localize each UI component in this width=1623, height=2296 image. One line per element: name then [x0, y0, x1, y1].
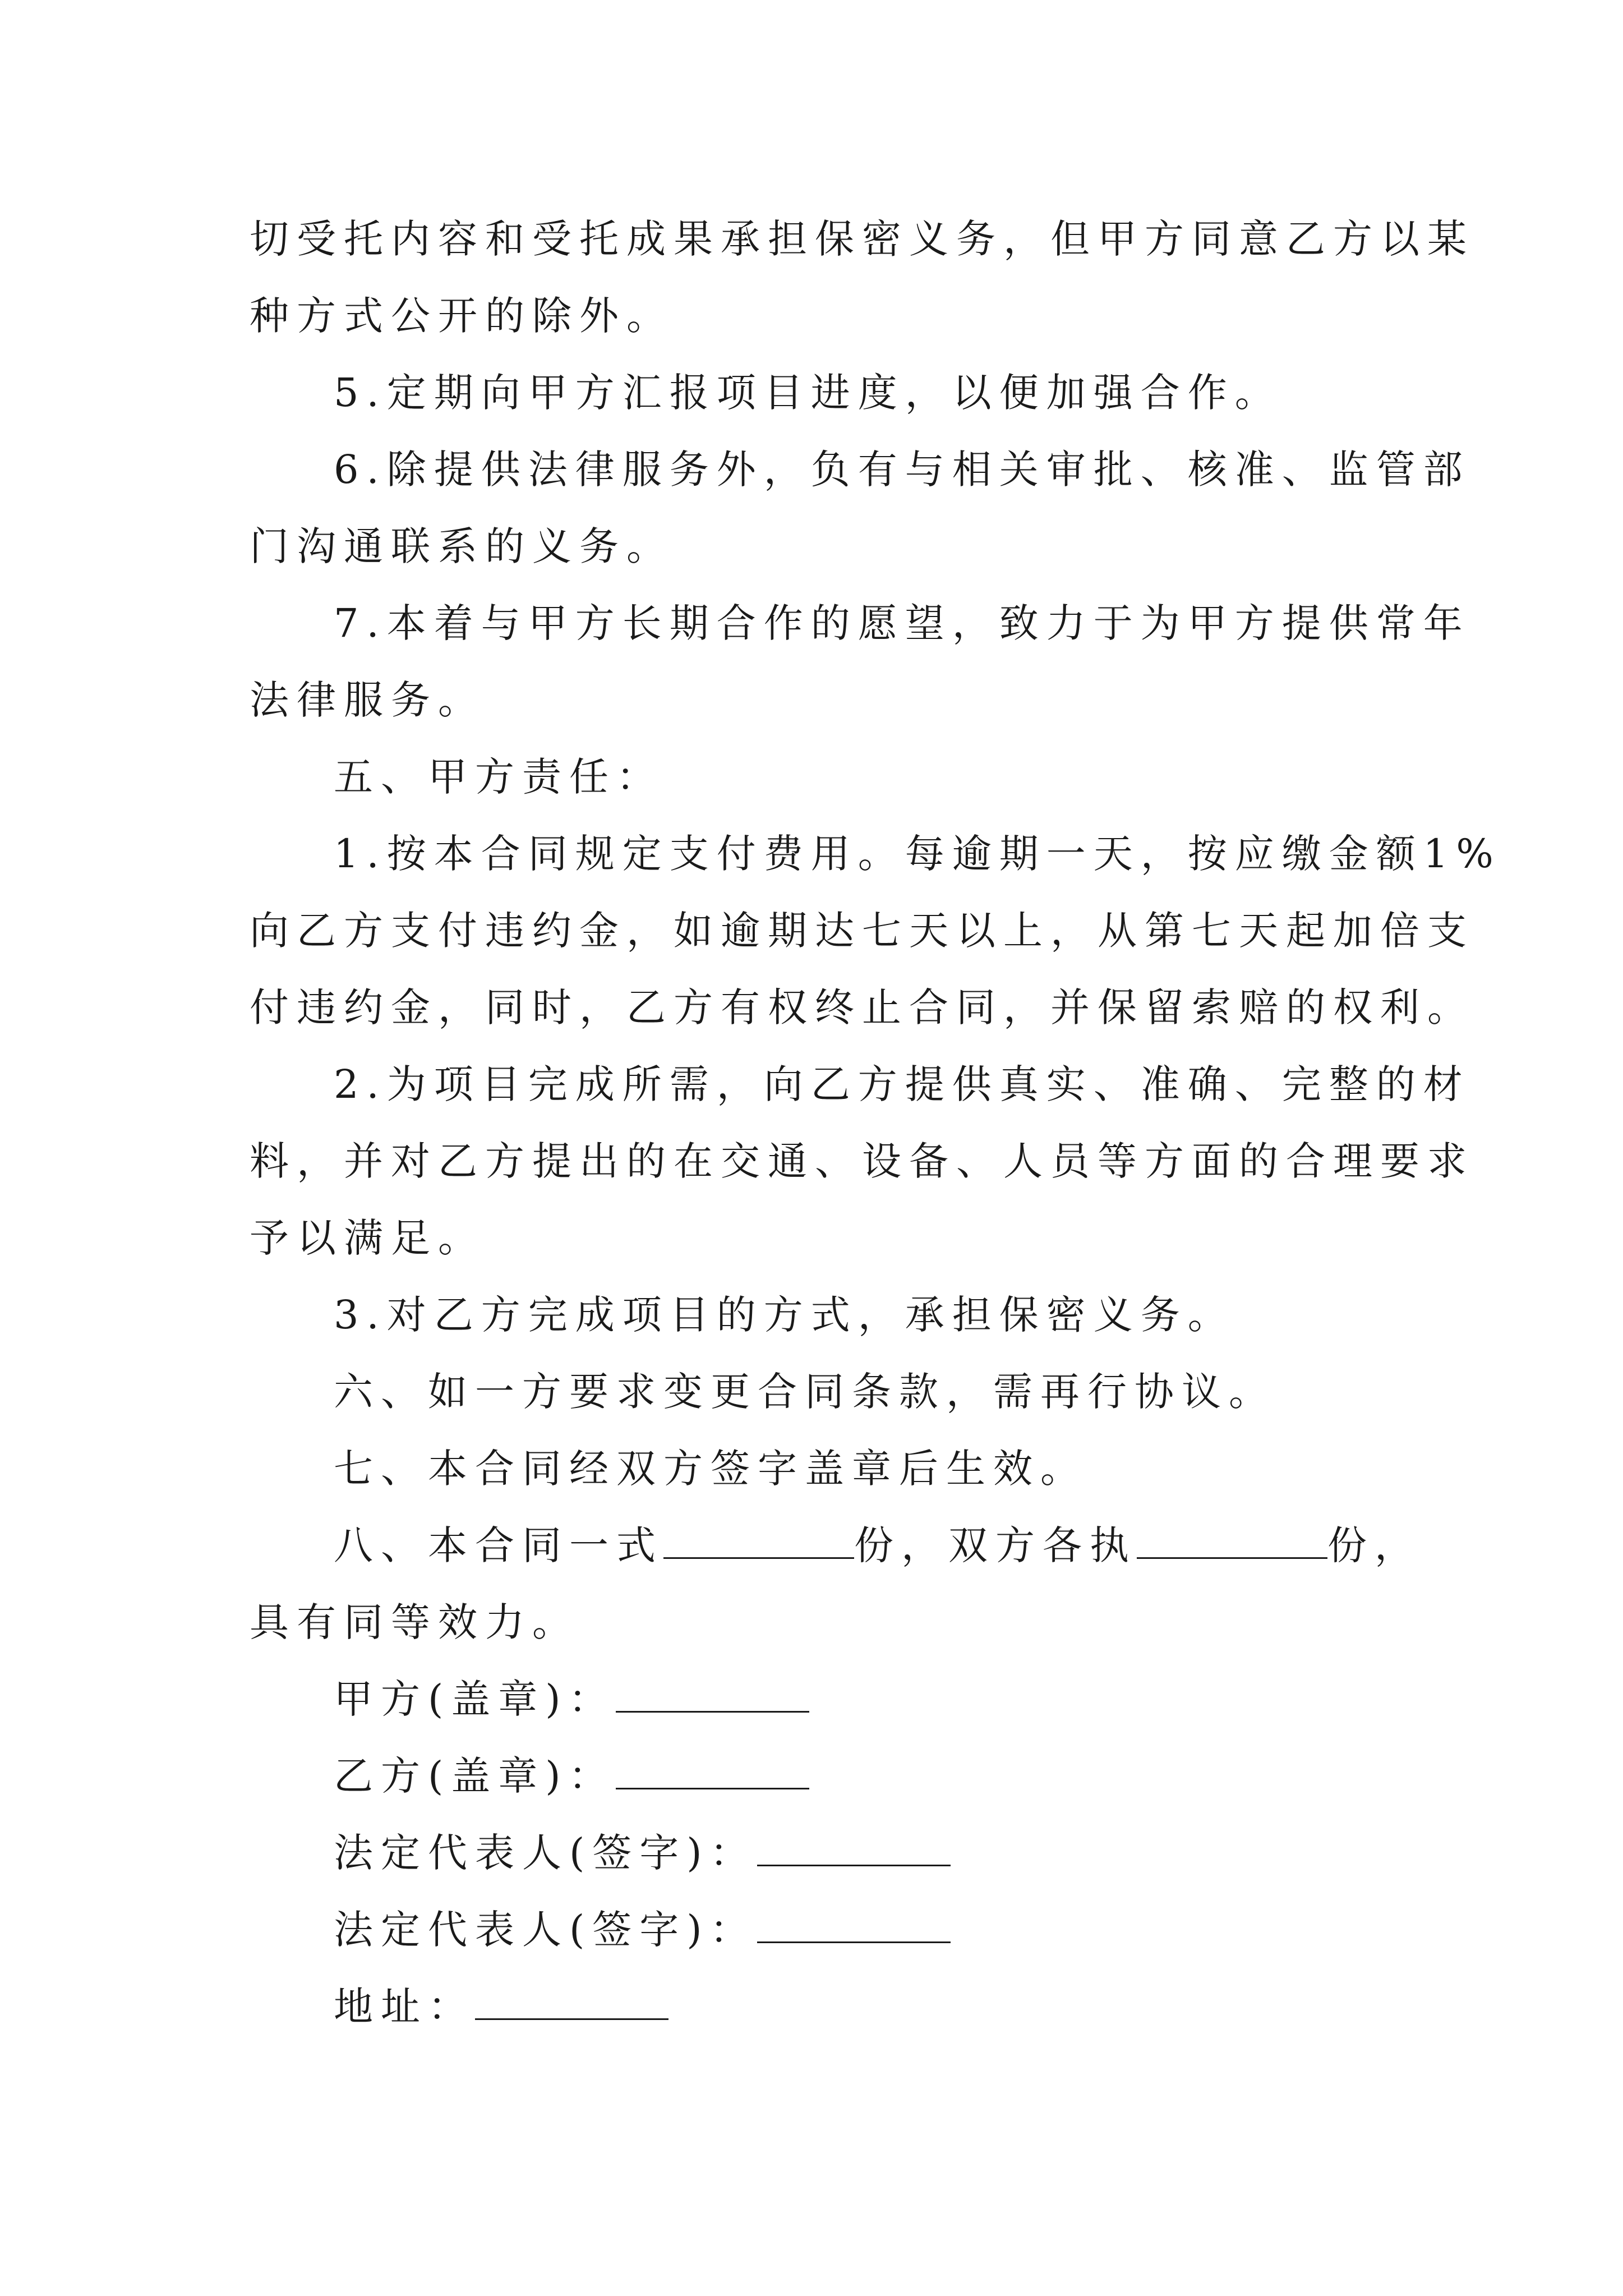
party-b-seal-blank[interactable] — [616, 1754, 809, 1789]
section-heading-party-a-duties: 五、甲方责任： — [334, 754, 663, 800]
section-6-amendment: 六、如一方要求变更合同条款，需再行协议。 — [334, 1369, 1276, 1415]
paragraph-line: 门沟通联系的义务。 — [250, 523, 674, 569]
address-row — [250, 1968, 1405, 2045]
party-b-seal-row — [250, 1738, 1405, 1815]
clause-6: 6.除提供法律服务外，负有与相关审批、核准、监管部 — [334, 447, 1470, 493]
paragraph-line: 付违约金，同时，乙方有权终止合同，并保留索赔的权利。 — [250, 984, 1474, 1030]
paragraph-line: 种方式公开的除外。 — [250, 293, 674, 339]
paragraph-line: 具有同等效力。 — [250, 1599, 579, 1645]
party-a-seal-label: 甲方(盖章)： — [334, 1676, 616, 1722]
document-body — [250, 201, 1501, 2045]
clause-7: 7.本着与甲方长期合作的愿望，致力于为甲方提供常年 — [334, 600, 1470, 646]
clause-5: 5.定期向甲方汇报项目进度，以便加强合作。 — [334, 370, 1282, 416]
legal-rep-sign-row-1 — [250, 1815, 1405, 1892]
clause-3: 3.对乙方完成项目的方式，承担保密义务。 — [334, 1292, 1235, 1338]
legal-rep-sign-label-1: 法定代表人(签字)： — [334, 1830, 757, 1876]
clause-2: 2.为项目完成所需，向乙方提供真实、准确、完整的材 — [334, 1061, 1470, 1107]
copies-each-blank[interactable] — [1137, 1524, 1327, 1559]
address-blank[interactable] — [475, 1985, 668, 2020]
legal-rep-sign-blank-2[interactable] — [757, 1908, 951, 1943]
paragraph-line: 法律服务。 — [250, 677, 485, 723]
party-a-seal-blank[interactable] — [616, 1677, 809, 1713]
section-8-copies — [250, 1507, 1422, 1584]
copies-total-blank[interactable] — [663, 1524, 854, 1559]
clause-1: 1.按本合同规定支付费用。每逾期一天，按应缴金额1% — [334, 831, 1501, 877]
paragraph-line: 向乙方支付违约金，如逾期达七天以上，从第七天起加倍支 — [250, 908, 1474, 954]
party-a-seal-row — [250, 1661, 1405, 1738]
paragraph-line: 切受托内容和受托成果承担保密义务，但甲方同意乙方以某 — [250, 216, 1474, 262]
legal-rep-sign-label-2: 法定代表人(签字)： — [334, 1907, 757, 1953]
address-label: 地址： — [334, 1984, 475, 2030]
copies-text-1: 八、本合同一式 — [334, 1522, 663, 1568]
legal-rep-sign-row-2 — [250, 1892, 1405, 1968]
section-7-effectiveness: 七、本合同经双方签字盖章后生效。 — [334, 1446, 1087, 1492]
party-b-seal-label: 乙方(盖章)： — [334, 1753, 616, 1799]
copies-text-3: 份， — [1327, 1522, 1422, 1568]
paragraph-line: 料，并对乙方提出的在交通、设备、人员等方面的合理要求 — [250, 1138, 1474, 1184]
legal-rep-sign-blank-1[interactable] — [757, 1831, 951, 1866]
copies-text-2: 份，双方各执 — [854, 1522, 1137, 1568]
paragraph-line: 予以满足。 — [250, 1215, 485, 1261]
